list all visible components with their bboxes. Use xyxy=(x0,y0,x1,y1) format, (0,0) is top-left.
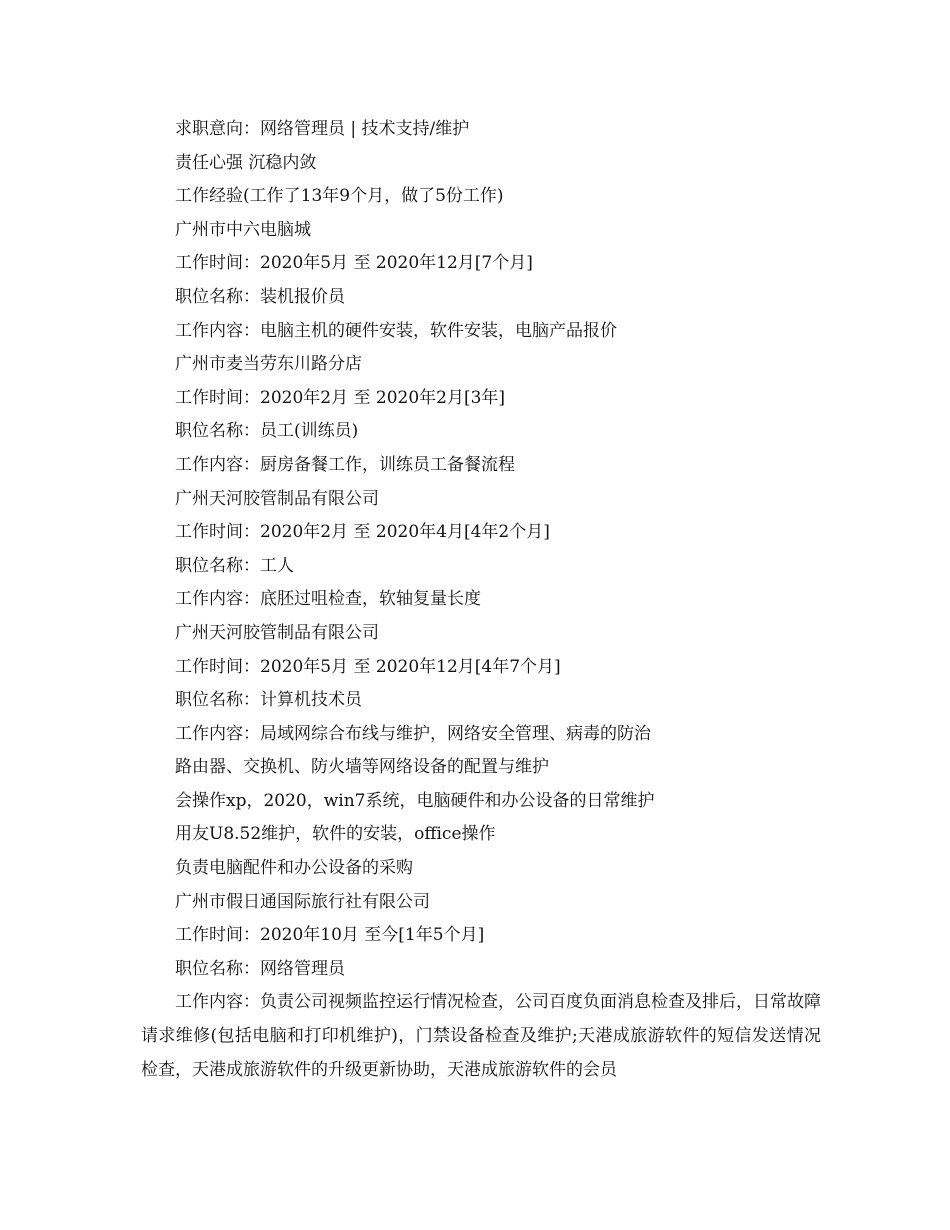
text-line-company-2: 广州市麦当劳东川路分店 xyxy=(175,354,362,375)
text-line-period-4: 工作时间：2020年5月 至 2020年12月[4年7个月] xyxy=(175,656,561,677)
text-line-company-5: 广州市假日通国际旅行社有限公司 xyxy=(175,891,430,912)
text-line-duties-4-b: 路由器、交换机、防火墙等网络设备的配置与维护 xyxy=(175,757,549,778)
text-line-position-3: 职位名称：工人 xyxy=(175,555,294,576)
text-line-duties-3: 工作内容：底胚过咀检查，软轴复量长度 xyxy=(175,589,481,610)
text-line-period-1: 工作时间：2020年5月 至 2020年12月[7个月] xyxy=(175,253,533,274)
text-line-period-3: 工作时间：2020年2月 至 2020年4月[4年2个月] xyxy=(175,522,550,543)
text-line-period-5: 工作时间：2020年10月 至今[1年5个月] xyxy=(175,925,485,946)
text-line-duties-4-d: 用友U8.52维护，软件的安装，office操作 xyxy=(175,824,496,845)
text-line-position-5: 职位名称：网络管理员 xyxy=(175,958,345,979)
text-line-self-evaluation: 责任心强 沉稳内敛 xyxy=(175,152,317,173)
text-line-position-1: 职位名称：装机报价员 xyxy=(175,286,345,307)
text-line-company-1: 广州市中六电脑城 xyxy=(175,219,311,240)
text-line-duties-4: 工作内容：局域网综合布线与维护，网络安全管理、病毒的防治 xyxy=(175,723,651,744)
text-paragraph-duties-5: 工作内容：负责公司视频监控运行情况检查，公司百度负面消息检查及排后，日常故障请求维修(包括电脑和打印机维护)，门禁设备检查及维护;天港成旅游软件的短信发送情况检查，天港成旅游软件的升级更新协助，天港成旅游软件的会员 xyxy=(141,992,821,1080)
text-line-period-2: 工作时间：2020年2月 至 2020年2月[3年] xyxy=(175,387,506,408)
text-line-experience-summary: 工作经验(工作了13年9个月，做了5份工作) xyxy=(175,186,504,207)
text-line-company-3: 广州天河胶管制品有限公司 xyxy=(175,488,379,509)
text-line-position-2: 职位名称：员工(训练员) xyxy=(175,421,359,442)
text-line-duties-4-c: 会操作xp，2020，win7系统，电脑硬件和办公设备的日常维护 xyxy=(175,790,655,811)
document-body xyxy=(141,113,821,1087)
text-line-company-4: 广州天河胶管制品有限公司 xyxy=(175,622,379,643)
text-line-job-intention: 求职意向：网络管理员 | 技术支持/维护 xyxy=(175,119,470,139)
text-line-duties-1: 工作内容：电脑主机的硬件安装，软件安装，电脑产品报价 xyxy=(175,320,617,341)
text-line-position-4: 职位名称：计算机技术员 xyxy=(175,690,362,711)
text-line-duties-2: 工作内容：厨房备餐工作，训练员工备餐流程 xyxy=(175,454,515,475)
text-line-duties-4-e: 负责电脑配件和办公设备的采购 xyxy=(175,858,413,879)
